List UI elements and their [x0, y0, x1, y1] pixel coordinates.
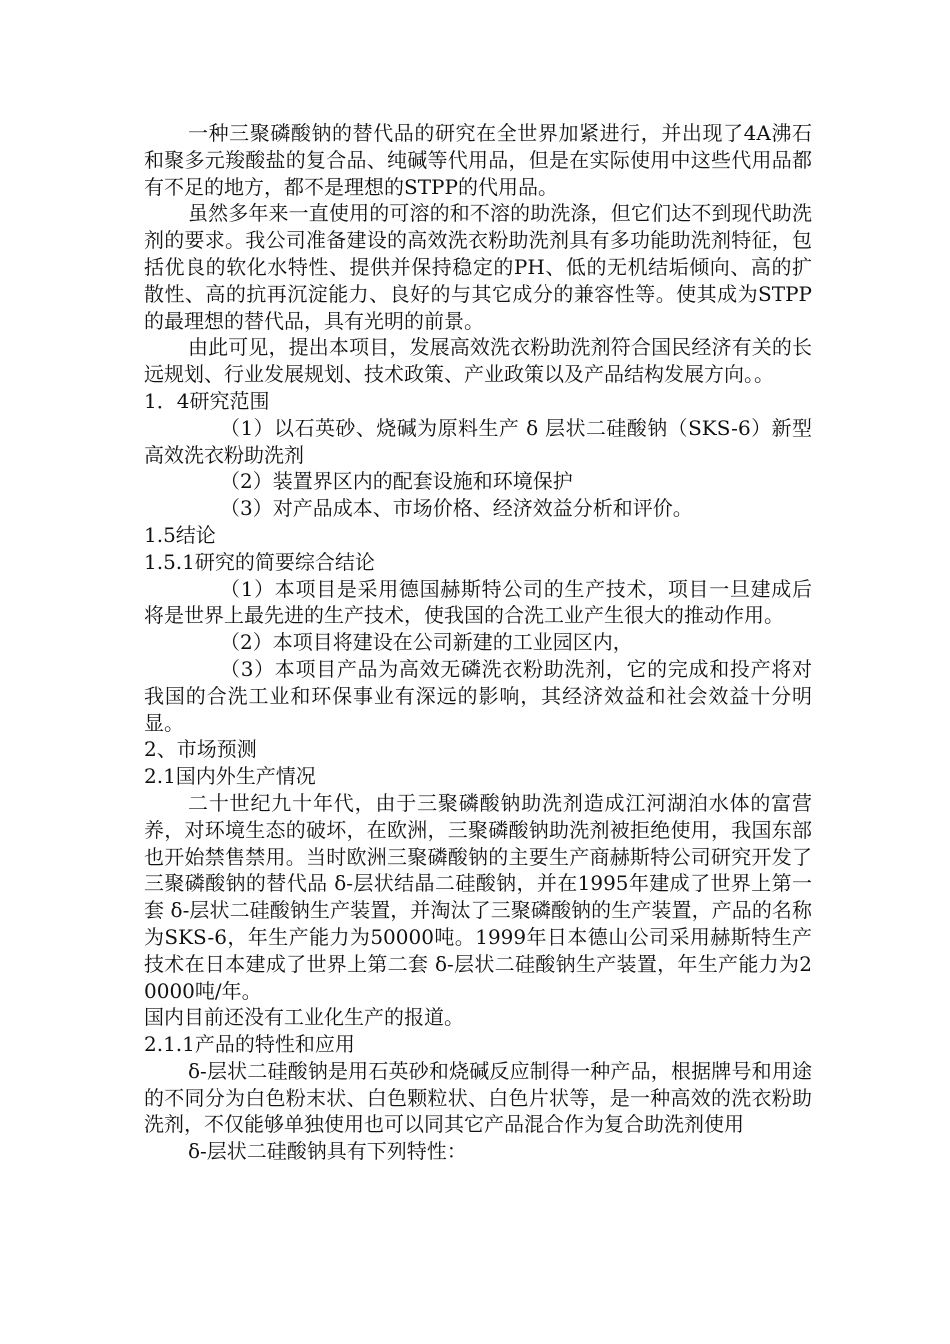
scope-item-2: （2）装置界区内的配套设施和环境保护 — [220, 469, 573, 494]
scope-item-1: （1）以石英砂、烧碱为原料生产 δ 层状二硅酸钠（SKS-6）新型高效洗衣粉助洗剂 — [144, 415, 812, 467]
paragraph-stpp-substitutes: 一种三聚磷酸钠的替代品的研究在全世界加紧进行，并出现了4A沸石和聚多元羧酸盐的复合品、纯碱等代用品，但是在实际使用中这些代用品都有不足的地方，都不是理想的STPP的代用品。 — [144, 121, 812, 199]
subsection-heading-product-properties: 2.1.1产品的特性和应用 — [144, 1032, 355, 1057]
paragraph-project-rationale: 由此可见，提出本项目，发展高效洗衣粉助洗剂符合国民经济有关的长远规划、行业发展规划、技术政策、产业政策以及产品结构发展方向。。 — [144, 335, 812, 387]
conclusion-item-2: （2）本项目将建设在公司新建的工业园区内， — [220, 630, 633, 655]
scope-item-3: （3）对产品成本、市场价格、经济效益分析和评价。 — [220, 496, 693, 521]
paragraph-production-history: 二十世纪九十年代，由于三聚磷酸钠助洗剂造成江河湖泊水体的富营养，对环境生态的破坏，在欧洲，三聚磷酸钠助洗剂被拒绝使用，我国东部也开始禁售禁用。当时欧洲三聚磷酸钠的主要生产商赫斯特公司研究开发了三聚磷酸钠的替代品 δ-层状结晶二硅酸钠，并在1995年建成了世界上第一套 δ-层状二硅酸钠生产装置，并淘汰了三聚磷酸钠的生产装置，产品的名称为SKS-6，年生产能力为50000吨。1999年日本德山公司采用赫斯特生产技术在日本建成了世界上第二套 δ-层状二硅酸钠生产装置，年生产能力为20000吨/年。 — [144, 790, 812, 1003]
paragraph-domestic-status: 国内目前还没有工业化生产的报道。 — [144, 1005, 464, 1030]
paragraph-properties-intro: δ-层状二硅酸钠具有下列特性： — [188, 1139, 467, 1164]
section-heading-conclusion: 1.5结论 — [144, 522, 216, 547]
subsection-heading-summary-conclusion: 1.5.1研究的简要综合结论 — [144, 549, 375, 574]
paragraph-product-description: δ-层状二硅酸钠是用石英砂和烧碱反应制得一种产品，根据牌号和用途的不同分为白色粉末状、白色颗粒状、白色片状等，是一种高效的洗衣粉助洗剂，不仅能够单独使用也可以同其它产品混合作为复合助洗剂使用 — [144, 1058, 812, 1137]
section-heading-market-forecast: 2、市场预测 — [144, 737, 257, 762]
conclusion-item-1: （1）本项目是采用德国赫斯特公司的生产技术，项目一旦建成后将是世界上最先进的生产技术，使我国的合洗工业产生很大的推动作用。 — [144, 576, 812, 628]
section-heading-research-scope: 1．4研究范围 — [144, 388, 270, 413]
paragraph-builder-requirements: 虽然多年来一直使用的可溶的和不溶的助洗涤，但它们达不到现代助洗剂的要求。我公司准备建设的高效洗衣粉助洗剂具有多功能助洗剂特征，包括优良的软化水特性、提供并保持稳定的PH、低的无机结垢倾向、高的扩散性、高的抗再沉淀能力、良好的与其它成分的兼容性等。使其成为STPP的最理想的替代品，具有光明的前景。 — [144, 201, 812, 333]
document-body — [144, 120, 812, 1165]
conclusion-item-3: （3）本项目产品为高效无磷洗衣粉助洗剂，它的完成和投产将对我国的合洗工业和环保事业有深远的影响，其经济效益和社会效益十分明显。 — [144, 656, 812, 735]
subsection-heading-production-status: 2.1国内外生产情况 — [144, 764, 316, 789]
